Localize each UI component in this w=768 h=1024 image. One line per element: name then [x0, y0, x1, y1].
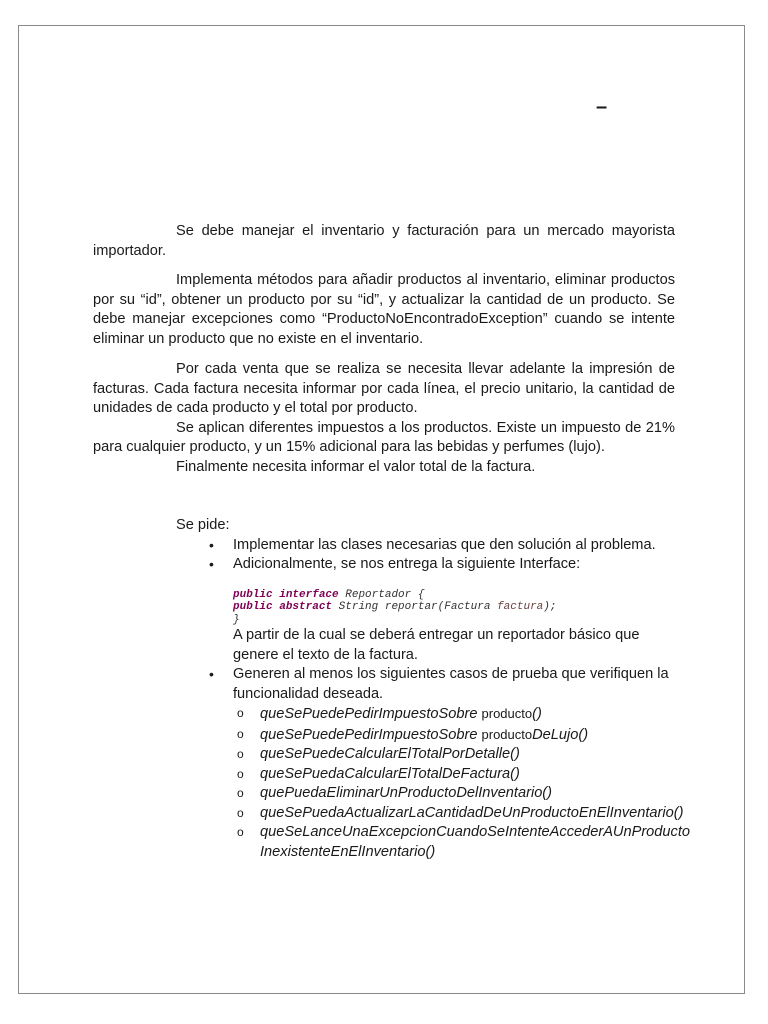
test-case-item: o queSePuedeCalcularElTotalPorDetalle() [233, 745, 675, 765]
paragraph-taxes: Se aplican diferentes impuestos a los productos. Existe un impuesto de 21% para cualquier producto, y un 15% adicional para las bebidas y perfumes (lujo). [93, 419, 675, 455]
code-block [233, 589, 675, 627]
test-cases-list [233, 704, 691, 862]
test-case-line-2: InexistenteEnElInventario() [260, 843, 436, 860]
test-case-word: producto [481, 726, 533, 742]
code-keyword: public [233, 588, 273, 601]
test-case-item: o queSePuedaActualizarLaCantidadDeUnProductoEnElInventario() [233, 804, 675, 824]
test-case-item: o quePuedaEliminarUnProductoDelInventario() [233, 784, 675, 804]
test-case-name: queSePuedePedirImpuestoSobre [260, 726, 478, 743]
code-text: String reportar(Factura [338, 601, 491, 613]
code-keyword: interface [279, 588, 339, 601]
test-case-item [233, 704, 675, 725]
requirements-list [205, 536, 691, 863]
test-case-item: o queSePuedaCalcularElTotalDeFactura() [233, 765, 675, 785]
code-text: Reportador { [345, 588, 425, 601]
code-keyword: public [233, 601, 273, 613]
bullet-test-cases [205, 665, 691, 862]
test-case-suffix: DeLujo() [532, 726, 589, 743]
code-text: ); [543, 601, 557, 613]
code-line-1 [233, 589, 675, 602]
test-case-item [233, 725, 675, 746]
paragraph-inventory-methods: Implementa métodos para añadir productos al inventario, eliminar productos por su “id”, obtener un producto por su “id”, y actualizar la cantidad de un producto. Se debe manejar excepciones como “ProductoNoEncontradoException” cuando se intente eliminar un producto que no existe en el inventario. [93, 272, 675, 347]
paragraph-intro: Se debe manejar el inventario y facturación para un mercado mayorista importador. [93, 223, 675, 259]
paragraph-total: Finalmente necesita informar el valor total de la factura. [176, 458, 536, 475]
bullet-interface-after-text: A partir de la cual se deberá entregar un reportador básico que genere el texto de la factura. [233, 627, 640, 663]
test-case-word: producto [481, 706, 533, 721]
bullet-implementar-text: Implementar las clases necesarias que den solución al problema. [233, 536, 656, 553]
code-line-3: } [233, 613, 240, 626]
bullet-interface [205, 555, 675, 665]
bullet-implementar [205, 536, 675, 556]
code-param: factura [497, 601, 544, 613]
test-case-suffix: () [532, 706, 542, 722]
test-case-line-1: o queSeLanceUnaExcepcionCuandoSeIntenteAccederAUnProducto [260, 824, 691, 840]
paragraph-se-pide: Se pide: [176, 517, 230, 533]
test-case-name: queSePuedePedirImpuestoSobre [260, 706, 478, 722]
test-case-item [233, 823, 691, 862]
code-line-2 [233, 601, 675, 614]
paragraph-invoices: Por cada venta que se realiza se necesita llevar adelante la impresión de facturas. Cada factura necesita informar por cada línea, el precio unitario, la cantidad de unidades de cada producto y el total por producto. [93, 361, 675, 416]
bullet-test-cases-text: • Generen al menos los siguientes casos de prueba que verifiquen la funcionalidad deseada. [233, 666, 669, 702]
code-keyword: abstract [279, 601, 333, 613]
heading-mark: – [596, 96, 608, 118]
document-body [93, 222, 691, 862]
bullet-interface-text: • Adicionalmente, se nos entrega la siguiente Interface: [233, 556, 581, 572]
